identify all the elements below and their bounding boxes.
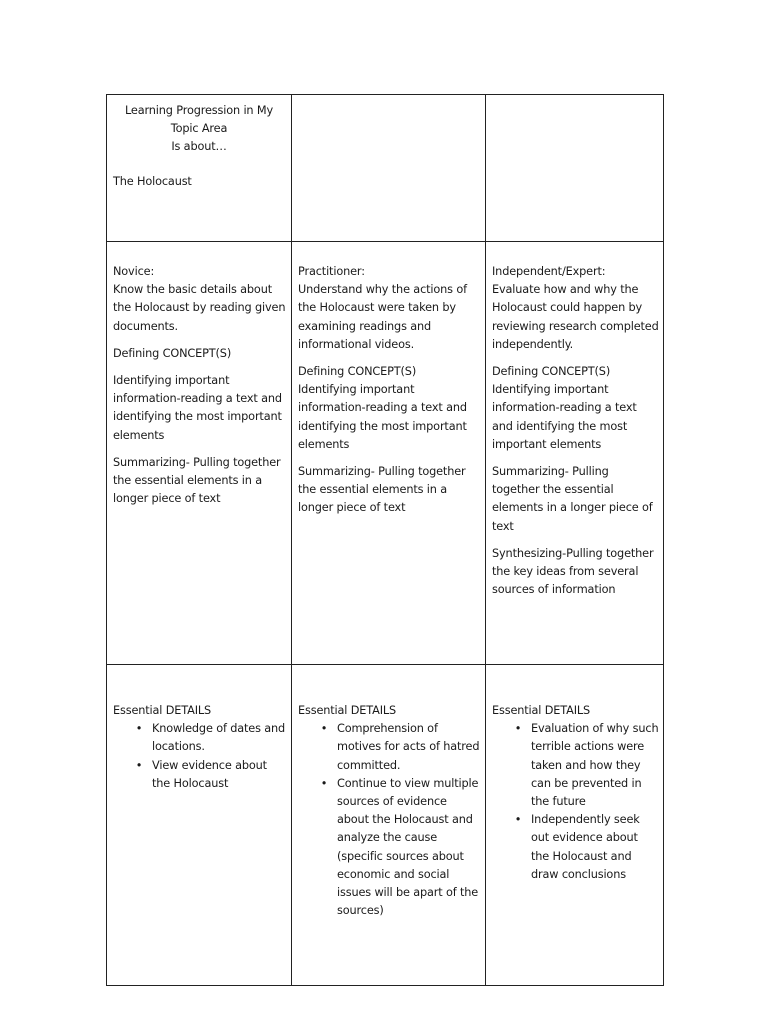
list-item [492, 720, 659, 811]
bullet-icon: • [514, 813, 522, 827]
table-title [113, 95, 287, 157]
bullet-icon: • [135, 722, 143, 736]
bullet-icon: • [320, 722, 328, 736]
concepts-heading-novice: Defining CONCEPT(S) [113, 346, 232, 360]
expert-concepts-cell [486, 242, 664, 665]
bullet-icon: • [320, 776, 328, 790]
level-name-expert: Independent/Expert: [492, 265, 606, 278]
detail-text: Independently seek out evidence about the Holocaust and draw conclusions [531, 813, 640, 881]
details-heading-expert: Essential DETAILS [492, 704, 591, 717]
title-line-1: Learning Progression in My [124, 104, 274, 117]
details-heading-practitioner: Essential DETAILS [298, 704, 397, 717]
level-description-practitioner: Understand why the actions of the Holocaust were taken by examining readings and informational videos. [298, 283, 467, 351]
level-name-novice: Novice: [113, 265, 155, 278]
concept-item: Identifying important information-reading a text and identifying the most important elements [298, 383, 467, 451]
title-line-3: Is about… [171, 140, 227, 154]
concepts-heading-practitioner: Defining CONCEPT(S) [298, 365, 417, 379]
bullet-icon: • [135, 758, 143, 772]
list-item [492, 811, 659, 884]
list-item [298, 775, 481, 921]
detail-text: Evaluation of why such terrible actions were taken and how they can be prevented in the future [531, 722, 659, 809]
novice-details-cell [107, 665, 292, 986]
concept-item: Summarizing- Pulling together the essential elements in a longer piece of text [298, 465, 466, 515]
details-list-practitioner [298, 720, 481, 920]
practitioner-details-cell [292, 665, 486, 986]
details-heading-novice: Essential DETAILS [113, 704, 212, 717]
concepts-row [107, 242, 664, 665]
topic-name: The Holocaust [113, 174, 192, 188]
concept-item: Synthesizing-Pulling together the key ideas from several sources of information [492, 546, 654, 597]
concept-item: Identifying important information-reading a text and identifying the most important elements [113, 374, 282, 442]
detail-text: View evidence about the Holocaust [152, 758, 267, 790]
list-item [298, 720, 481, 775]
header-empty-cell-3 [486, 95, 664, 242]
list-item [113, 757, 287, 793]
details-list-novice [113, 720, 287, 793]
title-line-2: Topic Area [170, 122, 228, 136]
level-description-novice: Know the basic details about the Holocaust by reading given documents. [113, 283, 286, 333]
header-empty-cell-2 [292, 95, 486, 242]
details-list-expert [492, 720, 659, 884]
novice-concepts-cell [107, 242, 292, 665]
concept-item: Summarizing- Pulling together the essential elements in a longer piece of text [113, 455, 281, 506]
detail-text: Knowledge of dates and locations. [152, 722, 286, 754]
bullet-icon: • [514, 722, 522, 736]
header-cell [107, 95, 292, 242]
concepts-heading-expert: Defining CONCEPT(S) [492, 365, 611, 379]
level-description-expert: Evaluate how and why the Holocaust could happen by reviewing research completed independently. [492, 283, 659, 351]
detail-text: Comprehension of motives for acts of hatred committed. [337, 722, 480, 772]
concept-item: Identifying important information-reading a text and identifying the most important elements [492, 383, 637, 451]
concept-item: Summarizing- Pulling together the essential elements in a longer piece of text [492, 465, 653, 533]
practitioner-concepts-cell [292, 242, 486, 665]
list-item [113, 720, 287, 756]
level-name-practitioner: Practitioner: [298, 265, 365, 278]
header-row [107, 95, 664, 242]
learning-progression-table [106, 94, 664, 986]
detail-text: Continue to view multiple sources of evidence about the Holocaust and analyze the cause (specific sources about economic and social issues will be apart of the sources) [337, 776, 479, 918]
expert-details-cell [486, 665, 664, 986]
details-row [107, 665, 664, 986]
